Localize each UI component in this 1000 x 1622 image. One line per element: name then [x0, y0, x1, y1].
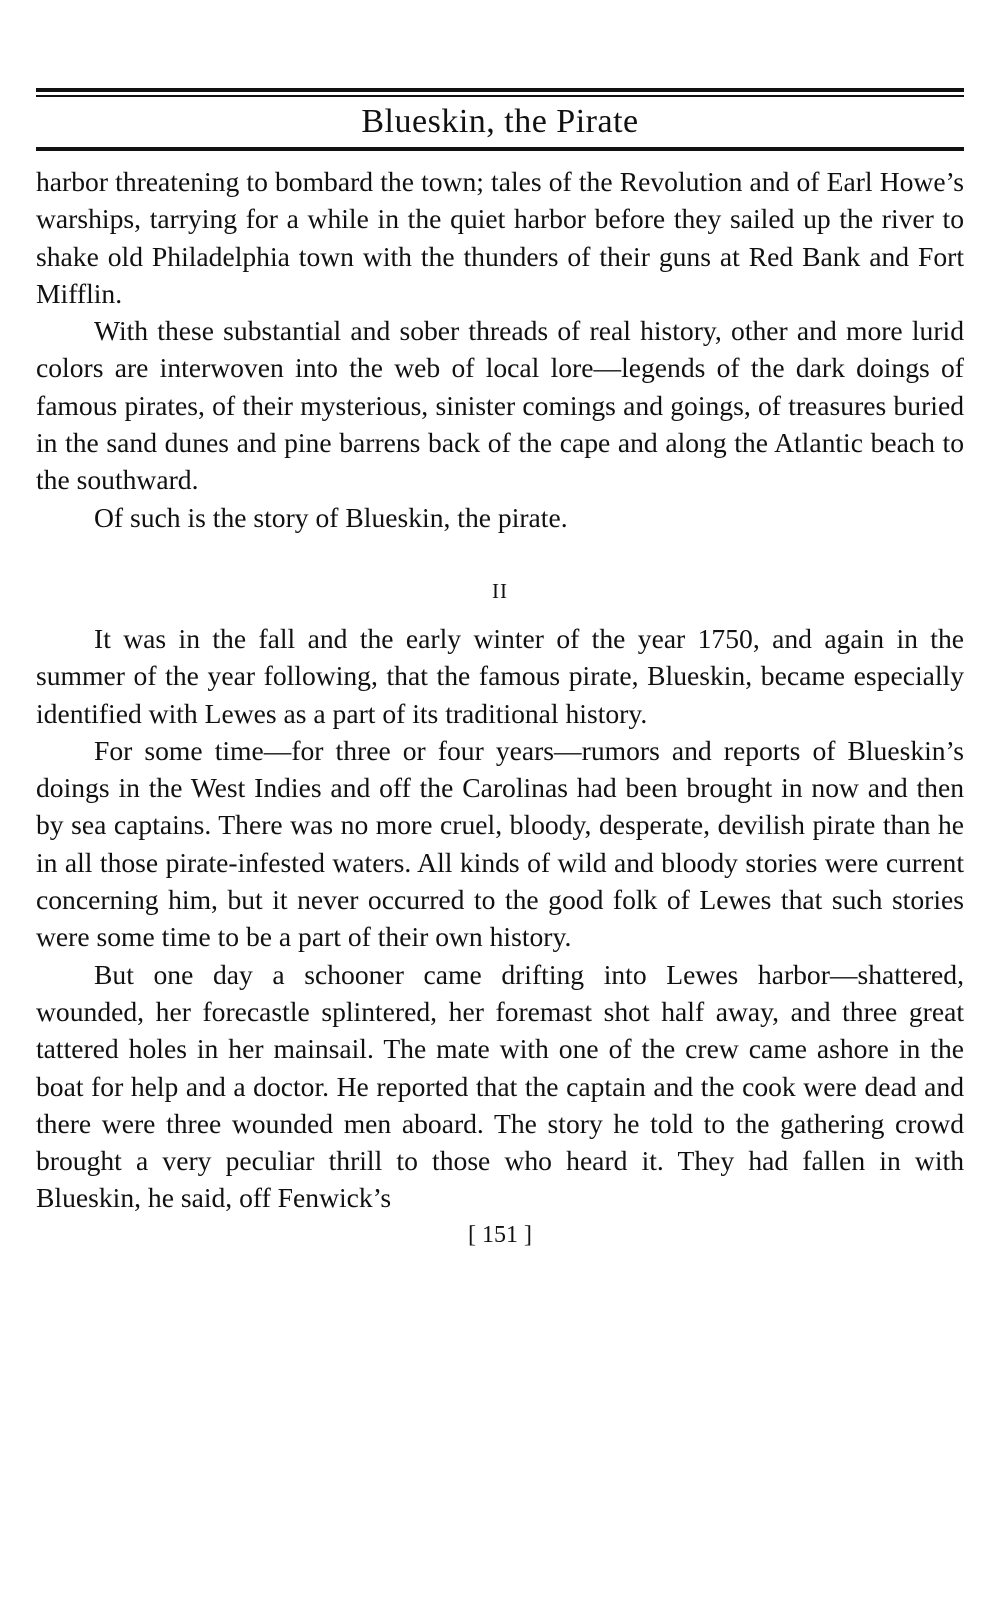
body-text — [36, 163, 964, 1217]
paragraph: With these substantial and sober threads of real history, other and more lurid colors are interwoven into the web of local lore—legends of the dark doings of famous pirates, of their mysterious, sinister comings and goings, of treasures buried in the sand dunes and pine barrens back of the cape and along the Atlantic beach to the southward. — [36, 315, 964, 496]
book-page — [36, 88, 964, 1251]
header-rule-bottom — [36, 147, 964, 151]
paragraph: But one day a schooner came drifting into Lewes harbor—shattered, wounded, her forecastle splintered, her foremast shot half away, and three great tattered holes in her mainsail. The mate with one of the crew came ashore in the boat for help and a doctor. He reported that the captain and the cook were dead and there were three wounded men aboard. The story he told to the gathering crowd brought a very peculiar thrill to those who heard it. They had fallen in with Blueskin, he said, off Fenwick’s — [36, 958, 964, 1214]
section-number: II — [492, 578, 508, 603]
header-rule-top — [36, 88, 964, 92]
paragraph-continued: harbor threatening to bombard the town; tales of the Revolution and of Earl Howe’s warships, tarrying for a while in the quiet harbor before they sailed up the river to shake old Philadelphia town with the thunders of their guns at Red Bank and Fort Mifflin. — [36, 166, 964, 309]
running-title: Blueskin, the Pirate — [361, 103, 639, 140]
paragraph: It was in the fall and the early winter of the year 1750, and again in the summer of the year following, that the famous pirate, Blueskin, became especially identified with Lewes as a part of its traditional history. — [36, 622, 964, 729]
paragraph: For some time—for three or four years—rumors and reports of Blueskin’s doings in the West Indies and off the Carolinas had been brought in now and then by sea captains. There was no more cruel, bloody, desperate, devilish pirate than he in all those pirate-infested waters. All kinds of wild and bloody stories were current concerning him, but it never occurred to the good folk of Lewes that such stories were some time to be a part of their own history. — [36, 734, 964, 953]
page-number: [ 151 ] — [468, 1221, 532, 1248]
paragraph: Of such is the story of Blueskin, the pirate. — [94, 501, 568, 533]
